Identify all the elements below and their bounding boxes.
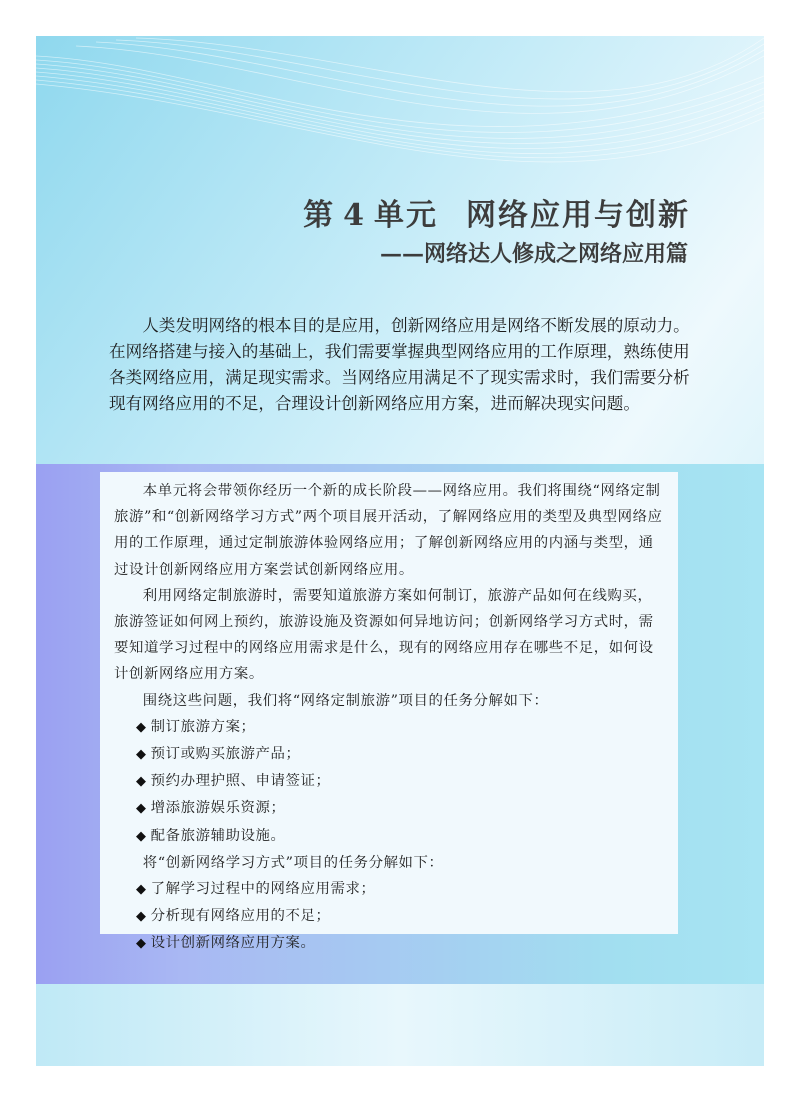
list-item: ◆ 分析现有网络应用的不足；: [136, 908, 331, 925]
title-prefix: 第: [303, 198, 336, 233]
list-item: ◆ 配备旅游辅助设施。: [136, 827, 286, 844]
travel-task-list: [114, 714, 664, 850]
overview-paragraph-1: 本单元将会带领你经历一个新的成长阶段——网络应用。我们将围绕“网络定制旅游”和“创新网络学习方式”两个项目展开活动，了解网络应用的类型及典型网络应用的工作原理，通过定制旅游体验网络应用；了解创新网络应用的内涵与类型，通过设计创新网络应用方案尝试创新网络应用。: [114, 483, 663, 578]
bottom-fade: [36, 984, 764, 1066]
list-item: ◆ 预订或购买旅游产品；: [136, 746, 301, 763]
diamond-bullet-icon: ◆: [136, 882, 147, 898]
learning-project-lead: 将“创新网络学习方式”项目的任务分解如下：: [142, 854, 444, 871]
list-item: ◆ 了解学习过程中的网络应用需求；: [136, 881, 376, 898]
page-subtitle: ——网络达人修成之网络应用篇: [379, 241, 688, 267]
title-main: 网络应用与创新: [466, 198, 690, 233]
intro-paragraph: 人类发明网络的根本目的是应用，创新网络应用是网络不断发展的原动力。在网络搭建与接入的基础上，我们需要掌握典型网络应用的工作原理，熟练使用各类网络应用，满足现实需求。当网络应用满足不了现实需求时，我们需要分析现有网络应用的不足，合理设计创新网络应用方案，进而解决现实问题。: [109, 316, 690, 413]
diamond-bullet-icon: ◆: [136, 828, 147, 844]
unit-overview-box: [100, 472, 678, 952]
diamond-bullet-icon: ◆: [136, 936, 147, 952]
title-number: 4: [343, 198, 366, 233]
diamond-bullet-icon: ◆: [136, 801, 147, 817]
list-item: ◆ 制订旅游方案；: [136, 718, 256, 735]
diamond-bullet-icon: ◆: [136, 774, 147, 790]
overview-paragraph-2: 利用网络定制旅游时，需要知道旅游方案如何制订，旅游产品如何在线购买，旅游签证如何网上预约，旅游设施及资源如何异地访问；创新网络学习方式时，需要知道学习过程中的网络应用需求是什么，现有的网络应用存在哪些不足，如何设计创新网络应用方案。: [114, 587, 654, 683]
title-unit: 单元: [374, 198, 438, 233]
diamond-bullet-icon: ◆: [136, 719, 147, 735]
list-item: ◆ 增添旅游娱乐资源；: [136, 800, 286, 817]
travel-project-lead: 围绕这些问题，我们将“网络定制旅游”项目的任务分解如下：: [142, 692, 549, 709]
list-item: ◆ 预约办理护照、申请签证；: [136, 773, 331, 790]
page-title: [303, 190, 690, 234]
diamond-bullet-icon: ◆: [136, 909, 147, 925]
learning-task-list: [114, 876, 664, 958]
diamond-bullet-icon: ◆: [136, 747, 147, 763]
list-item: ◆ 设计创新网络应用方案。: [136, 935, 316, 952]
